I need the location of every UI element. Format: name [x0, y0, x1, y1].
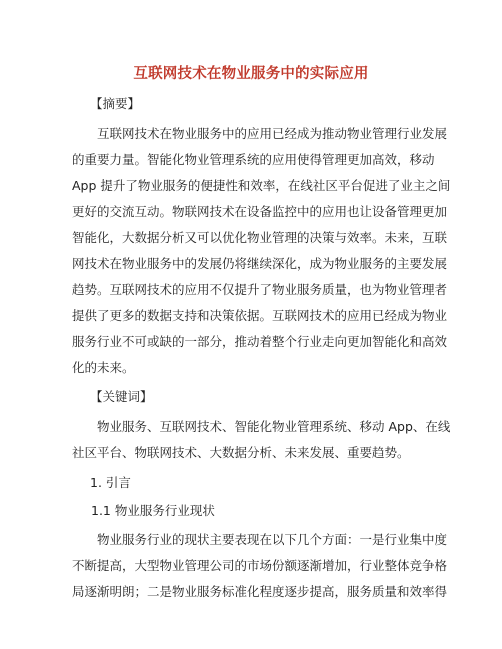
abstract-line: 互联网技术在物业服务中的应用已经成为推动物业管理行业发展: [97, 126, 448, 141]
body-line: 局逐渐明朗；二是物业服务标准化程度逐步提高，服务质量和效率得: [72, 584, 448, 599]
abstract-line: 更好的交流互动。物联网技术在设备监控中的应用也让设备管理更加: [72, 204, 448, 219]
section-heading-1: 1. 引言: [90, 475, 131, 490]
section-heading-1-1: 1.1 物业服务行业现状: [91, 503, 215, 518]
abstract-line: App 提升了物业服务的便捷性和效率，在线社区平台促进了业主之间: [72, 178, 451, 193]
abstract-heading: 【摘要】: [90, 96, 141, 111]
document-title: 互联网技术在物业服务中的实际应用: [133, 66, 369, 82]
abstract-line: 的重要力量。智能化物业管理系统的应用使得管理更加高效，移动: [72, 152, 435, 167]
keywords-line: 社区平台、物联网技术、大数据分析、未来发展、重要趋势。: [72, 445, 410, 460]
abstract-line: 提供了更多的数据支持和决策依据。互联网技术的应用已经成为物业: [72, 308, 448, 323]
body-line: 不断提高，大型物业管理公司的市场份额逐渐增加，行业整体竞争格: [72, 558, 448, 573]
keywords-heading: 【关键词】: [90, 389, 153, 404]
abstract-line: 趋势。互联网技术的应用不仅提升了物业服务质量，也为物业管理者: [72, 282, 448, 297]
abstract-line: 化的未来。: [72, 360, 135, 375]
keywords-line: 物业服务、互联网技术、智能化物业管理系统、移动 App、在线: [97, 419, 451, 434]
body-line: 物业服务行业的现状主要表现在以下几个方面：一是行业集中度: [97, 532, 448, 547]
abstract-line: 智能化，大数据分析又可以优化物业管理的决策与效率。未来，互联: [72, 230, 448, 245]
abstract-line: 服务行业不可或缺的一部分，推动着整个行业走向更加智能化和高效: [72, 334, 448, 349]
abstract-line: 网技术在物业服务中的发展仍将继续深化，成为物业服务的主要发展: [72, 256, 448, 271]
